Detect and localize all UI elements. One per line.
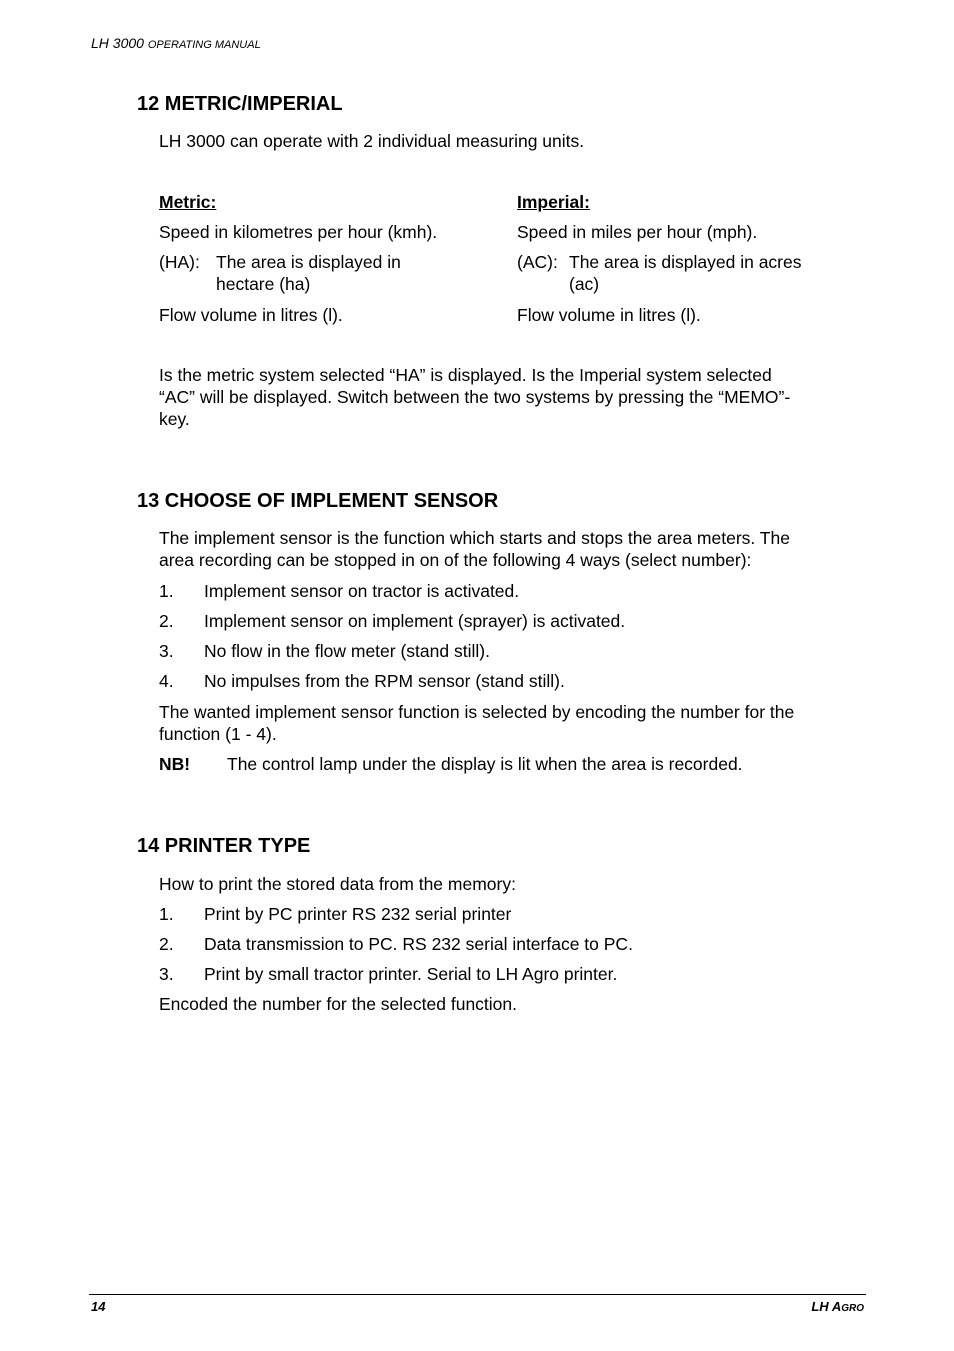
footer-brand-a: LH A: [811, 1299, 842, 1314]
list-item: Implement sensor on implement (sprayer) is activated.: [204, 611, 626, 631]
footer-brand: [811, 1299, 864, 1314]
section-13-after-line2: function (1 - 4).: [159, 724, 277, 744]
section-13-intro-line1: The implement sensor is the function which starts and stops the area meters. The: [159, 528, 790, 548]
section-13-after-line1: The wanted implement sensor function is selected by encoding the number for the: [159, 702, 795, 722]
header-model: LH 3000: [91, 35, 144, 51]
nb-text: The control lamp under the display is lit when the area is recorded.: [227, 754, 743, 774]
section-12-title: 12 METRIC/IMPERIAL: [137, 93, 343, 115]
running-header: [91, 35, 261, 51]
metric-area-label: (HA):: [159, 252, 200, 272]
section-13-intro-line2: area recording can be stopped in on of the following 4 ways (select number):: [159, 550, 752, 570]
section-14-title: 14 PRINTER TYPE: [137, 835, 311, 857]
imperial-area-line2: (ac): [569, 274, 600, 294]
metric-speed: Speed in kilometres per hour (kmh).: [159, 222, 438, 242]
list-item-number: 3.: [159, 641, 174, 661]
metric-area-line2: hectare (ha): [216, 274, 311, 294]
section-14-intro: How to print the stored data from the memory:: [159, 874, 516, 894]
section-12-para-line3: key.: [159, 409, 190, 429]
list-item-number: 1.: [159, 581, 174, 601]
nb-label: NB!: [159, 754, 191, 774]
section-13-title: 13 CHOOSE OF IMPLEMENT SENSOR: [137, 490, 499, 512]
list-item-number: 3.: [159, 964, 174, 984]
section-14-outro: Encoded the number for the selected function.: [159, 994, 518, 1014]
list-item: Data transmission to PC. RS 232 serial interface to PC.: [204, 934, 633, 954]
footer-rule: [89, 1294, 866, 1295]
metric-heading: Metric:: [159, 192, 217, 212]
metric-area-line1: The area is displayed in: [216, 252, 401, 272]
section-12-para-line1: Is the metric system selected “HA” is displayed. Is the Imperial system selected: [159, 365, 772, 385]
section-12-para-line2: “AC” will be displayed. Switch between the two systems by pressing the “MEMO”-: [159, 387, 791, 407]
list-item-number: 4.: [159, 671, 174, 691]
list-item-number: 1.: [159, 904, 174, 924]
list-item: No flow in the flow meter (stand still).: [204, 641, 490, 661]
list-item-number: 2.: [159, 611, 174, 631]
imperial-area-label: (AC):: [517, 252, 558, 272]
list-item: Print by PC printer RS 232 serial printer: [204, 904, 512, 924]
imperial-speed: Speed in miles per hour (mph).: [517, 222, 758, 242]
metric-flow: Flow volume in litres (l).: [159, 305, 343, 325]
list-item: Implement sensor on tractor is activated.: [204, 581, 520, 601]
imperial-heading: Imperial:: [517, 192, 590, 212]
list-item: Print by small tractor printer. Serial to LH Agro printer.: [204, 964, 618, 984]
imperial-flow: Flow volume in litres (l).: [517, 305, 701, 325]
list-item-number: 2.: [159, 934, 174, 954]
list-item: No impulses from the RPM sensor (stand still).: [204, 671, 565, 691]
page-number: 14: [91, 1299, 106, 1314]
header-subtitle: OPERATING MANUAL: [147, 39, 261, 51]
imperial-area-line1: The area is displayed in acres: [569, 252, 802, 272]
section-12-intro: LH 3000 can operate with 2 individual measuring units.: [159, 131, 585, 151]
footer-brand-b: GRO: [841, 1303, 864, 1314]
